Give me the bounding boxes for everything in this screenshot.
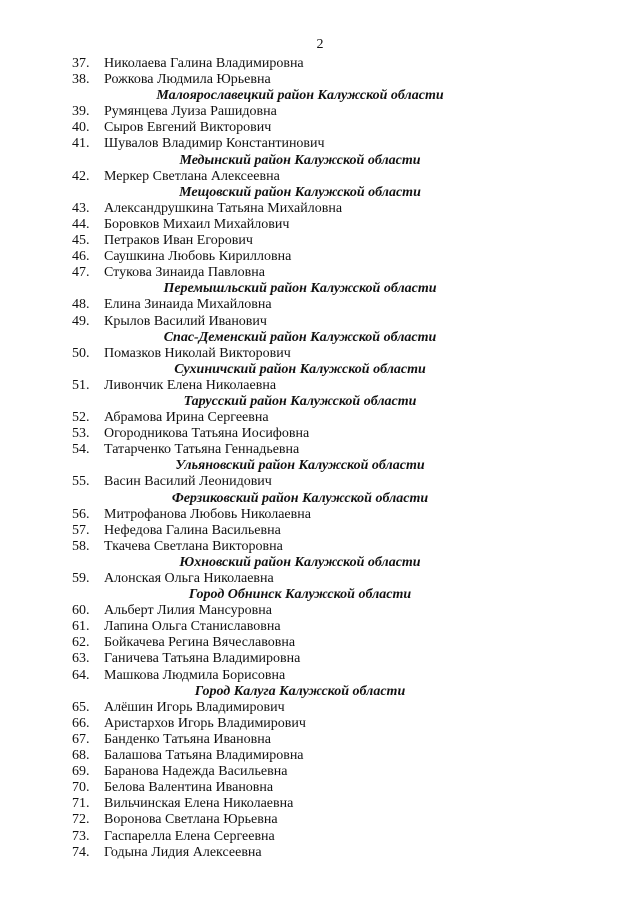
list-item (0, 603, 640, 619)
item-number: 73. (72, 828, 90, 844)
person-name: Ткачева Светлана Викторовна (104, 538, 283, 554)
person-name: Александрушкина Татьяна Михайловна (104, 200, 343, 216)
item-number: 45. (72, 233, 90, 249)
person-name: Петраков Иван Егорович (104, 233, 253, 249)
district-header-row (0, 88, 640, 104)
item-number: 71. (72, 796, 90, 812)
list-item (0, 523, 640, 539)
district-header-row (0, 491, 640, 507)
item-number: 48. (72, 297, 90, 313)
list-item (0, 346, 640, 362)
item-number: 50. (72, 345, 90, 361)
district-header: Перемышльский район Калужской области (163, 281, 437, 297)
list-item (0, 539, 640, 555)
person-name: Гаспарелла Елена Сергеевна (104, 828, 275, 844)
district-header-row (0, 458, 640, 474)
item-number: 67. (72, 731, 90, 747)
list-item (0, 619, 640, 635)
district-header: Сухиничский район Калужской области (174, 361, 426, 377)
list-item (0, 233, 640, 249)
person-name: Балашова Татьяна Владимировна (104, 748, 304, 764)
item-number: 41. (72, 136, 90, 152)
list-item (0, 748, 640, 764)
person-name: Огородникова Татьяна Иосифовна (104, 426, 310, 442)
list-item (0, 571, 640, 587)
person-name: Митрофанова Любовь Николаевна (104, 506, 311, 522)
person-name: Румянцева Луиза Рашидовна (104, 104, 277, 120)
item-number: 70. (72, 780, 90, 796)
district-header: Ульяновский район Калужской области (175, 458, 425, 474)
list-item (0, 297, 640, 313)
list-item (0, 410, 640, 426)
item-number: 72. (72, 812, 90, 828)
person-name: Татарченко Татьяна Геннадьевна (104, 442, 300, 458)
district-header: Малоярославецкий район Калужской области (156, 88, 444, 104)
item-number: 46. (72, 249, 90, 265)
person-name: Васин Василий Леонидович (104, 474, 272, 490)
list-item (0, 812, 640, 828)
person-name: Николаева Галина Владимировна (104, 56, 304, 71)
item-number: 55. (72, 474, 90, 490)
person-name: Елина Зинаида Михайловна (104, 297, 272, 313)
item-number: 39. (72, 104, 90, 120)
item-number: 64. (72, 667, 90, 683)
district-header: Тарусский район Калужской области (183, 393, 417, 409)
person-name: Аристархов Игорь Владимирович (104, 715, 306, 731)
district-header: Ферзиковский район Калужской области (171, 490, 429, 506)
list-item (0, 507, 640, 523)
person-list (0, 56, 640, 861)
person-name: Белова Валентина Ивановна (104, 780, 274, 796)
list-item (0, 201, 640, 217)
item-number: 42. (72, 168, 90, 184)
item-number: 51. (72, 377, 90, 393)
item-number: 43. (72, 200, 90, 216)
person-name: Ганичева Татьяна Владимировна (104, 651, 301, 667)
list-item (0, 829, 640, 845)
item-number: 61. (72, 619, 90, 635)
person-name: Стукова Зинаида Павловна (104, 265, 265, 281)
person-name: Вильчинская Елена Николаевна (104, 796, 294, 812)
list-item (0, 56, 640, 72)
list-item (0, 314, 640, 330)
item-number: 62. (72, 635, 90, 651)
person-name: Абрамова Ирина Сергеевна (104, 410, 269, 426)
person-name: Рожкова Людмила Юрьевна (104, 72, 271, 88)
list-item (0, 442, 640, 458)
person-name: Помазков Николай Викторович (104, 345, 291, 361)
person-name: Алонская Ольга Николаевна (104, 571, 274, 586)
item-number: 56. (72, 506, 90, 522)
list-item (0, 780, 640, 796)
list-item (0, 104, 640, 120)
person-name: Шувалов Владимир Константинович (104, 136, 325, 152)
district-header-row (0, 684, 640, 700)
item-number: 66. (72, 715, 90, 731)
person-name: Баранова Надежда Васильевна (104, 764, 288, 780)
district-header: Юхновский район Калужской области (179, 554, 421, 570)
district-header-row (0, 394, 640, 410)
list-item (0, 249, 640, 265)
person-name: Лапина Ольга Станиславовна (104, 619, 281, 635)
item-number: 40. (72, 120, 90, 136)
list-item (0, 651, 640, 667)
district-header-row (0, 185, 640, 201)
district-header-row (0, 153, 640, 169)
district-header-row (0, 555, 640, 571)
list-item (0, 136, 640, 152)
list-item (0, 474, 640, 490)
district-header: Медынский район Калужской области (179, 152, 421, 168)
person-name: Алёшин Игорь Владимирович (104, 699, 285, 715)
person-name: Воронова Светлана Юрьевна (104, 812, 278, 828)
person-name: Нефедова Галина Васильевна (104, 522, 281, 538)
list-item (0, 265, 640, 281)
item-number: 58. (72, 538, 90, 554)
person-name: Сыров Евгений Викторович (104, 120, 272, 136)
list-item (0, 426, 640, 442)
list-item (0, 764, 640, 780)
person-name: Крылов Василий Иванович (104, 313, 267, 329)
person-name: Банденко Татьяна Ивановна (104, 731, 271, 747)
item-number: 57. (72, 522, 90, 538)
person-name: Альберт Лилия Мансуровна (104, 603, 272, 619)
list-item (0, 120, 640, 136)
district-header-row (0, 281, 640, 297)
district-header: Мещовский район Калужской области (179, 184, 421, 200)
item-number: 52. (72, 410, 90, 426)
list-item (0, 668, 640, 684)
district-header-row (0, 362, 640, 378)
list-item (0, 796, 640, 812)
item-number: 60. (72, 603, 90, 619)
item-number: 47. (72, 265, 90, 281)
item-number: 44. (72, 216, 90, 232)
list-item (0, 217, 640, 233)
item-number: 37. (72, 56, 90, 71)
list-item (0, 635, 640, 651)
page-number: 2 (316, 37, 324, 52)
district-header: Город Обнинск Калужской области (188, 587, 412, 603)
item-number: 54. (72, 442, 90, 458)
item-number: 74. (72, 844, 90, 860)
person-name: Саушкина Любовь Кирилловна (104, 249, 292, 265)
person-name: Ливончик Елена Николаевна (104, 377, 277, 393)
item-number: 38. (72, 72, 90, 88)
list-item (0, 378, 640, 394)
list-item (0, 169, 640, 185)
item-number: 65. (72, 699, 90, 715)
item-number: 49. (72, 313, 90, 329)
list-item (0, 732, 640, 748)
district-header-row (0, 330, 640, 346)
district-header-row (0, 587, 640, 603)
person-name: Машкова Людмила Борисовна (104, 667, 286, 683)
item-number: 63. (72, 651, 90, 667)
item-number: 53. (72, 426, 90, 442)
district-header: Спас-Деменский район Калужской области (163, 329, 437, 345)
item-number: 69. (72, 764, 90, 780)
person-name: Меркер Светлана Алексеевна (104, 168, 280, 184)
person-name: Бойкачева Регина Вячеславовна (104, 635, 296, 651)
item-number: 59. (72, 571, 90, 586)
list-item (0, 716, 640, 732)
district-header: Город Калуга Калужской области (194, 683, 406, 699)
list-item (0, 845, 640, 861)
list-item (0, 700, 640, 716)
item-number: 68. (72, 748, 90, 764)
list-item (0, 72, 640, 88)
person-name: Боровков Михаил Михайлович (104, 216, 290, 232)
person-name: Годына Лидия Алексеевна (104, 844, 262, 860)
